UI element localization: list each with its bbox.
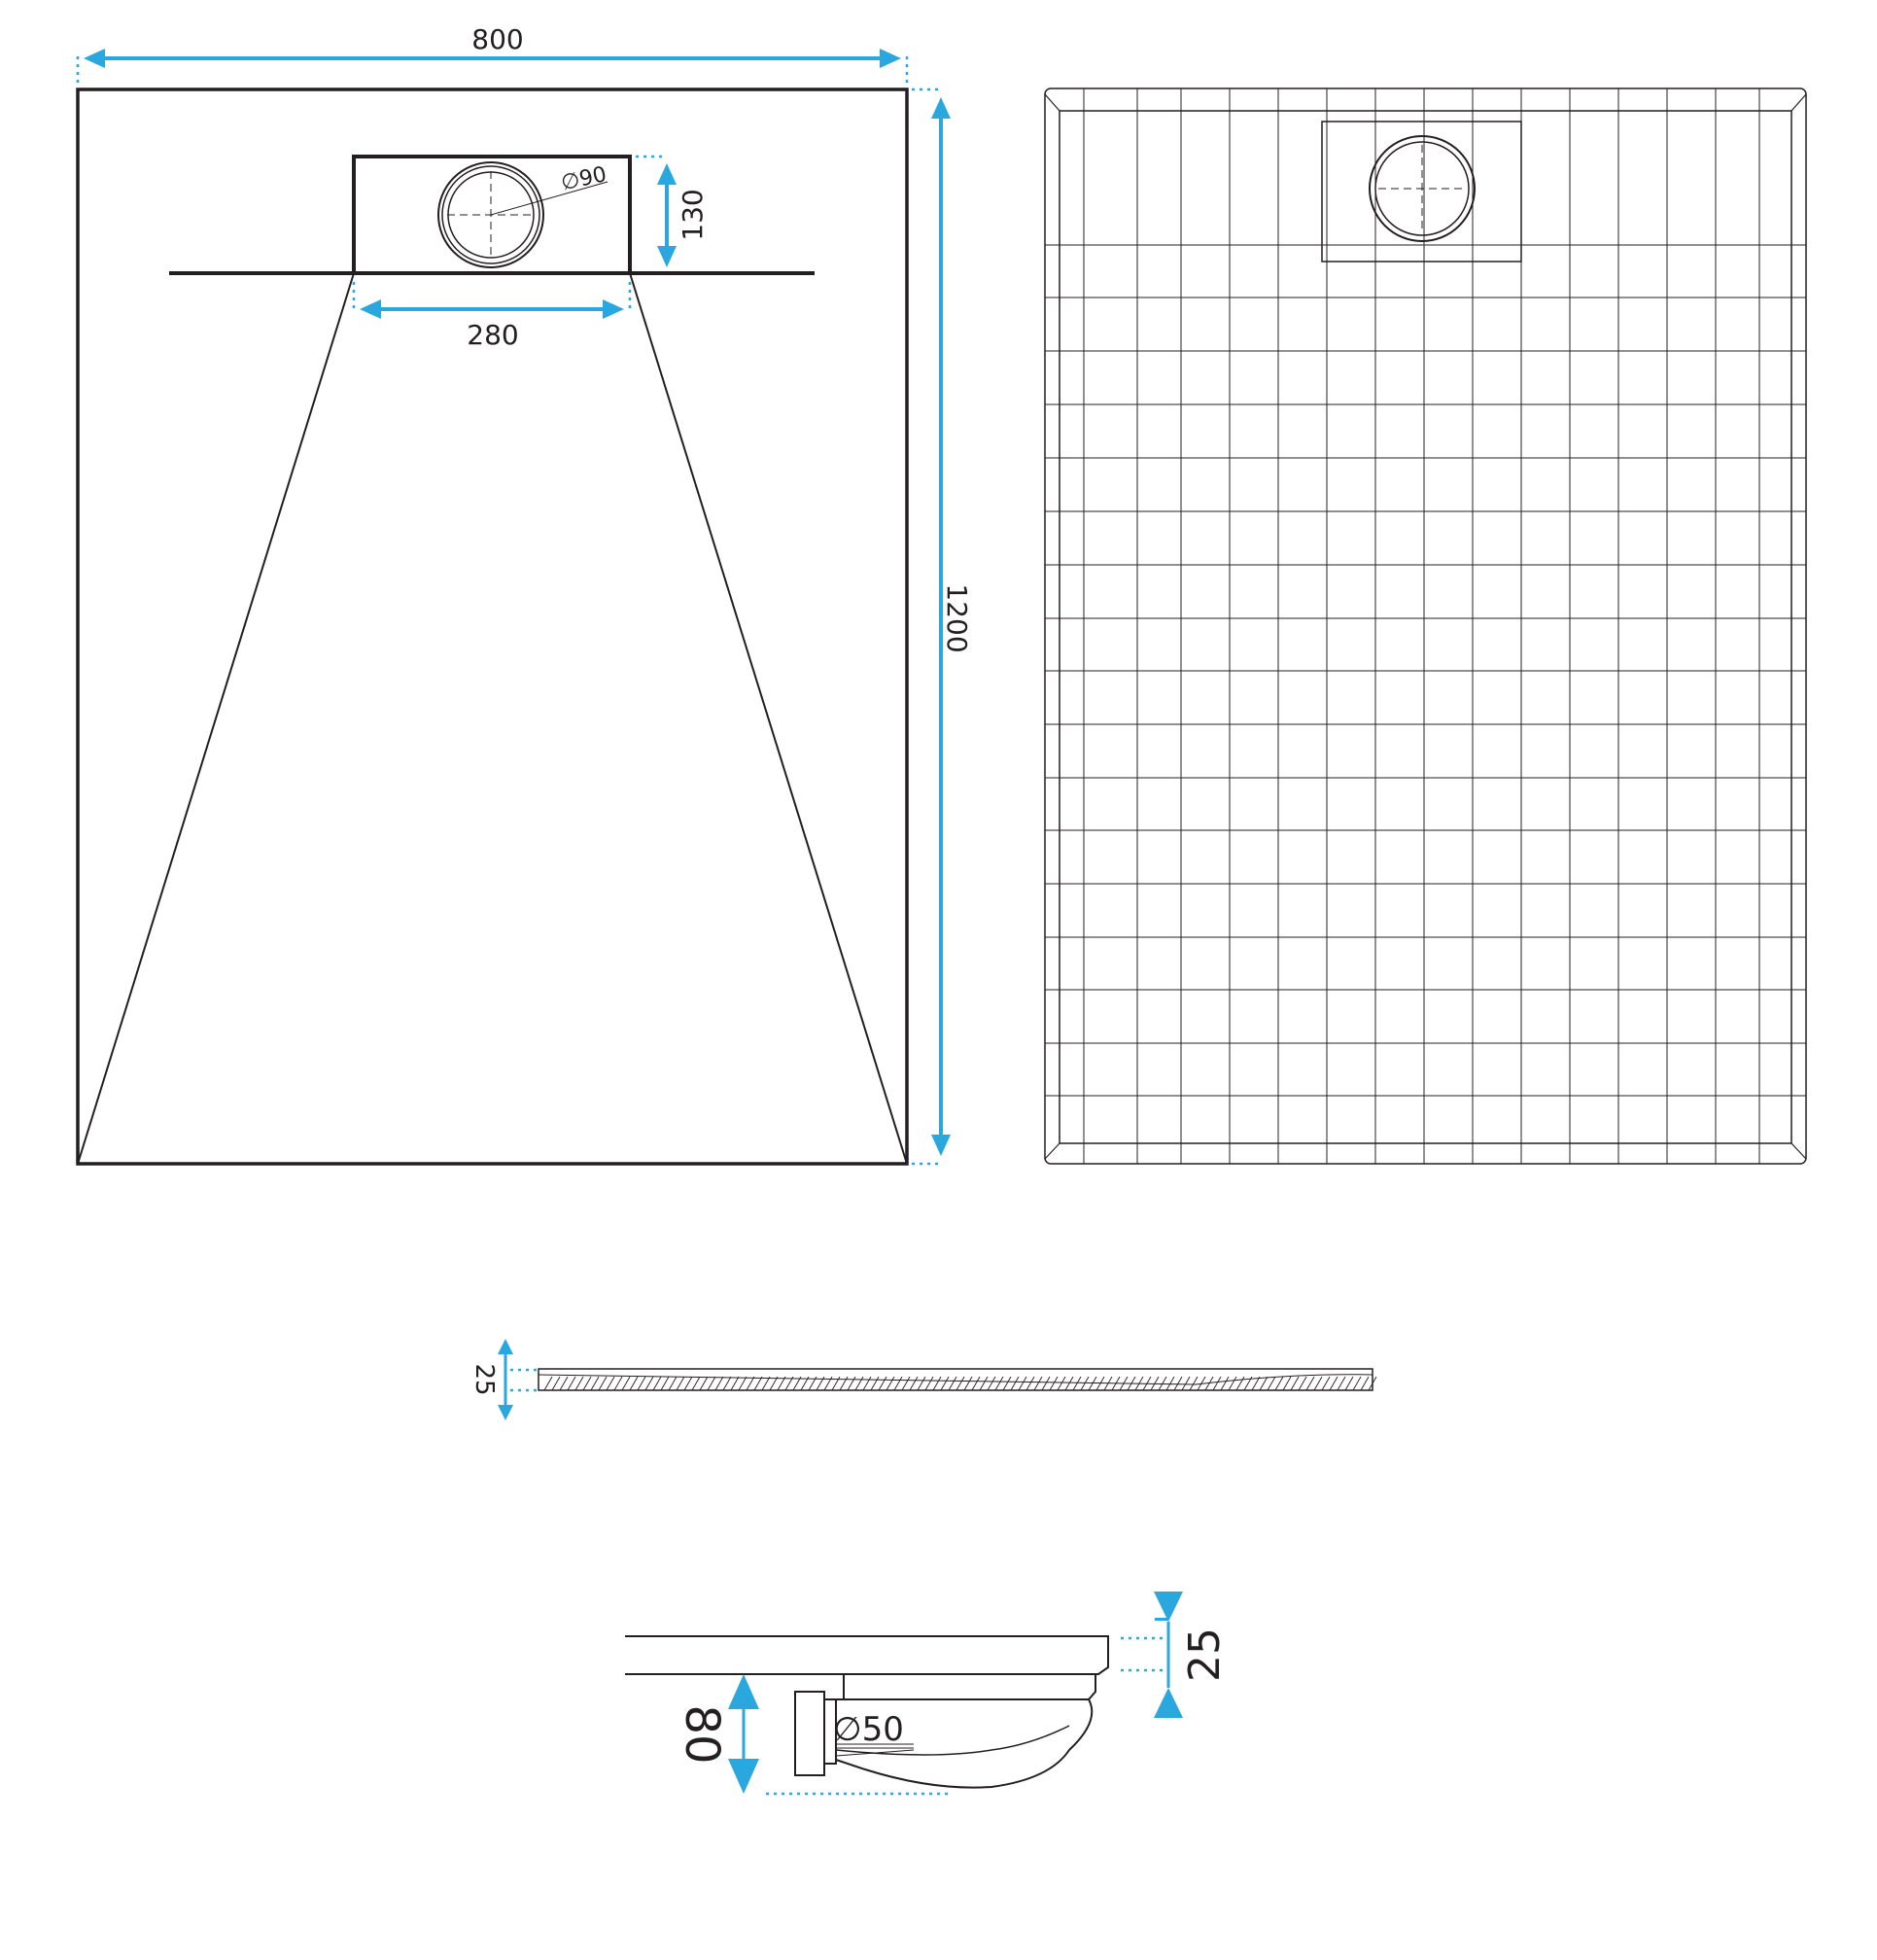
slope-line-left: [78, 273, 354, 1164]
hatch-line: [614, 1377, 622, 1390]
slope-line-right: [630, 273, 907, 1164]
hatch-line: [1190, 1377, 1198, 1390]
hatch-line: [622, 1377, 630, 1390]
width-dimension: [78, 23, 907, 88]
hatch-line: [1050, 1377, 1058, 1390]
hatch-line: [902, 1377, 910, 1390]
hatch-line: [684, 1377, 692, 1390]
top-view: [78, 23, 973, 1164]
siphon-height-label: 80: [675, 1704, 729, 1765]
hatch-line: [1306, 1377, 1314, 1390]
profile-thickness-label: 25: [469, 1363, 499, 1396]
hatch-line: [1291, 1377, 1299, 1390]
hatch-line: [840, 1377, 848, 1390]
hatch-line: [855, 1377, 863, 1390]
drain-width-label: 280: [467, 319, 519, 351]
hatch-line: [1338, 1377, 1345, 1390]
siphon-body: [844, 1674, 1095, 1699]
hatch-line: [1174, 1377, 1182, 1390]
hatch-line: [1073, 1377, 1081, 1390]
hatch-line: [599, 1377, 607, 1390]
hatch-line: [1314, 1377, 1322, 1390]
hatch-line: [677, 1377, 684, 1390]
tray-outer-edge: [1045, 88, 1806, 1164]
hatch-line: [1065, 1377, 1073, 1390]
hatch-line: [910, 1377, 918, 1390]
hatch-line: [754, 1377, 762, 1390]
hatch-line: [552, 1377, 560, 1390]
hatch-line: [723, 1377, 731, 1390]
hatch-line: [988, 1377, 995, 1390]
hatch-line: [1019, 1377, 1026, 1390]
hatch-line: [739, 1377, 747, 1390]
hatch-line: [653, 1377, 661, 1390]
hatch-line: [560, 1377, 568, 1390]
hatch-line: [731, 1377, 739, 1390]
detail-thickness-dimension: [1121, 1592, 1230, 1718]
hatch-line: [591, 1377, 599, 1390]
hatch-line: [1330, 1377, 1338, 1390]
hatch-line: [638, 1377, 645, 1390]
hatch-line: [762, 1377, 770, 1390]
hatch-line: [568, 1377, 575, 1390]
hatch-line: [700, 1377, 708, 1390]
hatch-line: [918, 1377, 925, 1390]
tile-grid: [1045, 88, 1806, 1164]
hatch-line: [1299, 1377, 1306, 1390]
drain-depth-label: 130: [677, 189, 709, 241]
hatch-line: [863, 1377, 871, 1390]
hatch-line: [1221, 1377, 1229, 1390]
hatch-line: [894, 1377, 902, 1390]
hatch-line: [1026, 1377, 1034, 1390]
hatch-line: [1182, 1377, 1190, 1390]
tray-slab: [625, 1636, 1108, 1674]
width-label: 800: [471, 23, 524, 55]
profile-body: [539, 1369, 1373, 1390]
hatch-line: [995, 1377, 1003, 1390]
hatch-line: [1361, 1377, 1369, 1390]
detail-thickness-label: 25: [1180, 1628, 1230, 1682]
hatch-line: [1011, 1377, 1019, 1390]
hatch-line: [949, 1377, 956, 1390]
hatch-line: [933, 1377, 941, 1390]
hatch-line: [1260, 1377, 1268, 1390]
hatch-line: [848, 1377, 855, 1390]
hatch-line: [661, 1377, 669, 1390]
hatch-line: [1166, 1377, 1174, 1390]
hatch-line: [972, 1377, 980, 1390]
textured-view: [1045, 88, 1806, 1164]
hatch-line: [1236, 1377, 1244, 1390]
drain-width-dimension: [354, 282, 630, 351]
hatch-line: [1034, 1377, 1042, 1390]
hatch-line: [941, 1377, 949, 1390]
hatch-line: [1081, 1377, 1089, 1390]
hatch-line: [1089, 1377, 1096, 1390]
tray-outline: [78, 89, 907, 1164]
tray-inner-edge: [1060, 111, 1791, 1143]
hatch-line: [980, 1377, 988, 1390]
hatch-line: [1268, 1377, 1275, 1390]
hatch-line: [1283, 1377, 1291, 1390]
hatch-line: [544, 1377, 552, 1390]
pipe-diameter-label: ∅50: [833, 1710, 904, 1749]
hatch-line: [715, 1377, 723, 1390]
outlet-diameter-label: ∅90: [558, 162, 609, 196]
hatch-line: [886, 1377, 894, 1390]
drain-depth-dimension: [636, 157, 709, 267]
hatch-line: [964, 1377, 972, 1390]
hatch-line: [692, 1377, 700, 1390]
hatch-line: [583, 1377, 591, 1390]
length-dimension: [912, 89, 973, 1164]
hatch-line: [1345, 1377, 1353, 1390]
hatch-line: [956, 1377, 964, 1390]
hatch-line: [1042, 1377, 1050, 1390]
hatch-line: [1213, 1377, 1221, 1390]
profile-view: [469, 1339, 1376, 1420]
hatch-line: [879, 1377, 886, 1390]
hatch-line: [645, 1377, 653, 1390]
hatch-line: [1058, 1377, 1065, 1390]
hatch-line: [1353, 1377, 1361, 1390]
hatch-line: [607, 1377, 614, 1390]
detail-section: [625, 1592, 1230, 1794]
hatch-line: [871, 1377, 879, 1390]
hatch-line: [1229, 1377, 1236, 1390]
hatch-line: [925, 1377, 933, 1390]
hatch-line: [747, 1377, 754, 1390]
hatch-line: [669, 1377, 677, 1390]
hatch-line: [1003, 1377, 1011, 1390]
hatch-line: [1275, 1377, 1283, 1390]
length-label: 1200: [941, 583, 973, 653]
hatch-line: [630, 1377, 638, 1390]
hatch-line: [708, 1377, 715, 1390]
profile-thickness-dimension: [469, 1339, 537, 1420]
hatch-line: [1322, 1377, 1330, 1390]
hatch-line: [575, 1377, 583, 1390]
outlet-flange: [795, 1692, 824, 1775]
